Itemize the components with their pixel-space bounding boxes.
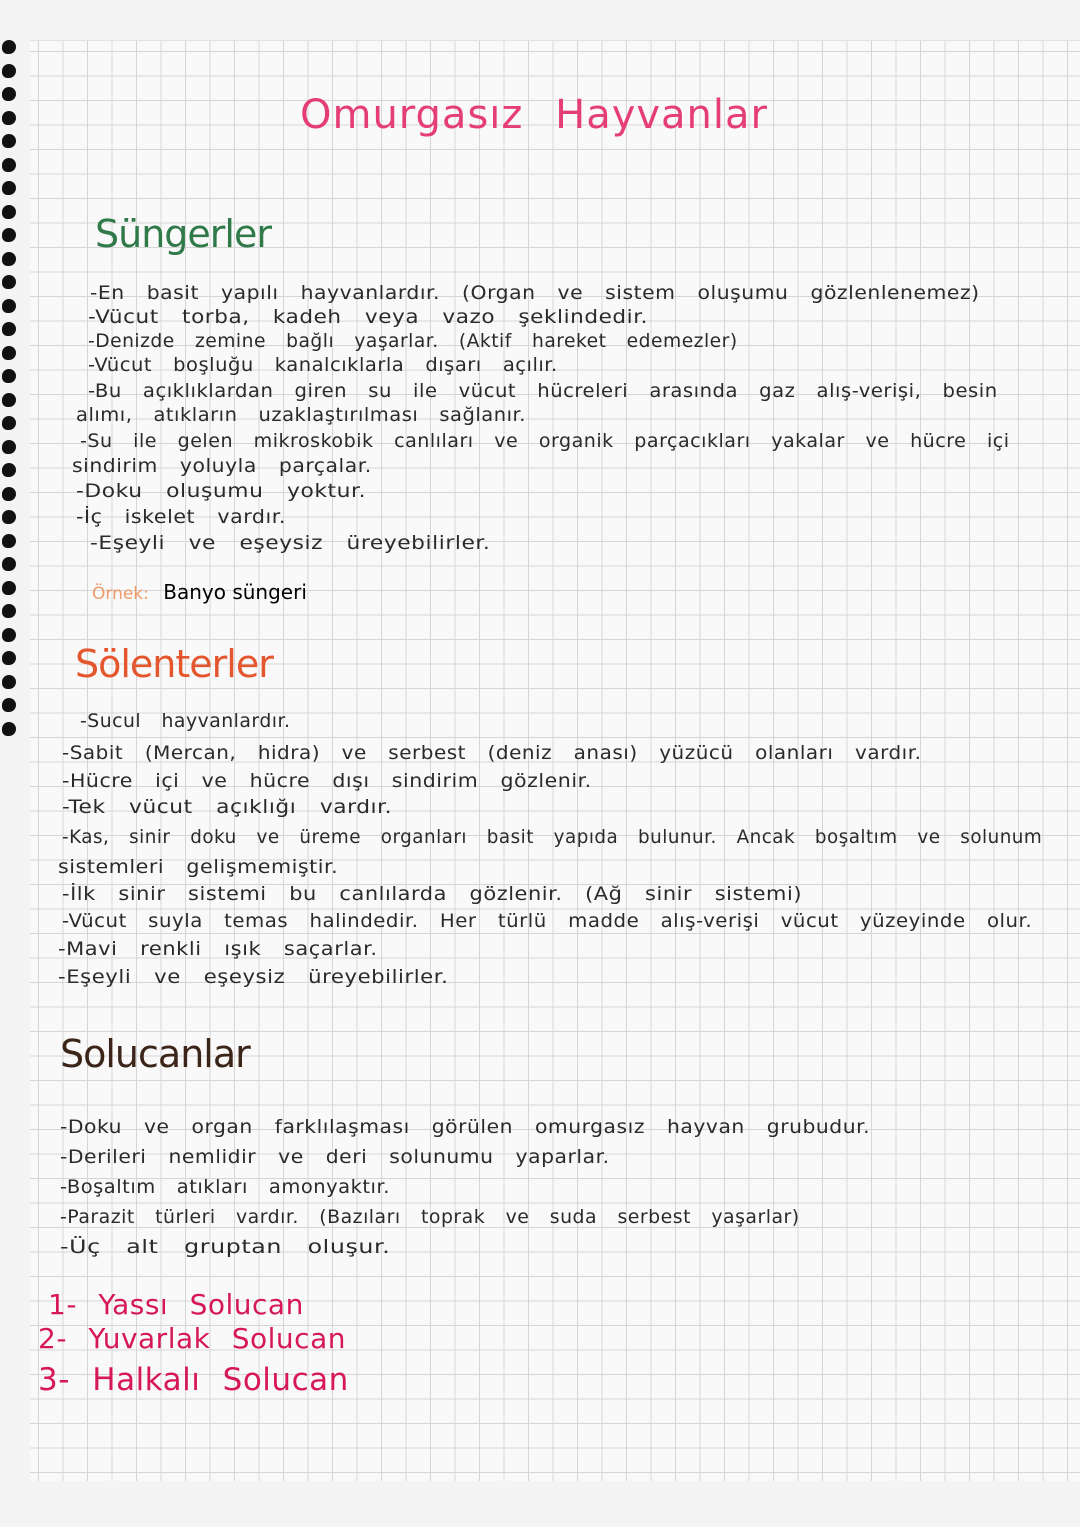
note-line: -Denizde zemine bağlı yaşarlar. (Aktif hareket edemezler) <box>88 330 738 352</box>
binding-hole <box>2 463 16 477</box>
binding-hole <box>2 346 16 360</box>
binding-hole <box>2 651 16 665</box>
binding-hole <box>2 322 16 336</box>
binding-hole <box>2 205 16 219</box>
note-line: -En basit yapılı hayvanlardır. (Organ ve sistem oluşumu gözlenlenemez) <box>90 282 980 304</box>
note-line: -Vücut torba, kadeh veya vazo şeklindedir. <box>88 306 649 328</box>
note-line: -Vücut boşluğu kanalcıklarla dışarı açılır. <box>88 354 558 376</box>
note-line: -Eşeyli ve eşeysiz üreyebilirler. <box>58 966 449 988</box>
binding-hole <box>2 228 16 242</box>
note-line: -Doku oluşumu yoktur. <box>76 480 367 502</box>
binding-hole <box>2 534 16 548</box>
binding-hole <box>2 440 16 454</box>
note-line: -Parazit türleri vardır. (Bazıları toprak ve suda serbest yaşarlar) <box>60 1206 800 1228</box>
binding-hole <box>2 369 16 383</box>
binding-hole <box>2 87 16 101</box>
spiral-binding <box>0 40 20 1040</box>
note-line: -İlk sinir sistemi bu canlılarda gözlenir. (Ağ sinir sistemi) <box>62 883 803 905</box>
binding-hole <box>2 487 16 501</box>
note-line: -Sabit (Mercan, hidra) ve serbest (deniz anası) yüzücü olanları vardır. <box>62 742 922 764</box>
binding-hole <box>2 722 16 736</box>
note-line: -Derileri nemlidir ve deri solunumu yaparlar. <box>60 1146 610 1168</box>
binding-hole <box>2 604 16 618</box>
example <box>92 580 307 604</box>
subgroup-item: 3- Halkalı Solucan <box>38 1362 349 1398</box>
note-line: -Hücre içi ve hücre dışı sindirim gözlenir. <box>62 770 592 792</box>
binding-hole <box>2 64 16 78</box>
binding-hole <box>2 252 16 266</box>
note-line: -İç iskelet vardır. <box>76 506 286 528</box>
example-label: Örnek: <box>92 584 149 604</box>
note-line: -Üç alt gruptan oluşur. <box>60 1236 391 1258</box>
heading-sungerler: Süngerler <box>95 212 271 256</box>
heading-solenterler: Sölenterler <box>75 642 273 686</box>
note-line: -Kas, sinir doku ve üreme organları basit yapıda bulunur. Ancak boşaltım ve solunum <box>62 826 1043 848</box>
note-line: sistemleri gelişmemiştir. <box>58 856 339 878</box>
heading-solucanlar: Solucanlar <box>60 1032 250 1076</box>
page-title: Omurgasız Hayvanlar <box>300 92 768 138</box>
note-line: -Eşeyli ve eşeysiz üreyebilirler. <box>90 532 491 554</box>
example-text: Banyo süngeri <box>163 580 307 604</box>
note-line: -Boşaltım atıkları amonyaktır. <box>60 1176 390 1198</box>
binding-hole <box>2 393 16 407</box>
subgroup-item: 1- Yassı Solucan <box>48 1288 304 1321</box>
note-line: -Mavi renkli ışık saçarlar. <box>58 938 378 960</box>
note-line: -Bu açıklıklardan giren su ile vücut hücreleri arasında gaz alış-verişi, besin <box>88 380 998 402</box>
note-line: alımı, atıkların uzaklaştırılması sağlanır. <box>76 404 526 426</box>
binding-hole <box>2 698 16 712</box>
binding-hole <box>2 181 16 195</box>
note-line: sindirim yoluyla parçalar. <box>72 455 372 477</box>
binding-hole <box>2 581 16 595</box>
binding-hole <box>2 299 16 313</box>
binding-hole <box>2 40 16 54</box>
binding-hole <box>2 158 16 172</box>
note-line: -Tek vücut açıklığı vardır. <box>62 796 393 818</box>
note-line: -Vücut suyla temas halindedir. Her türlü madde alış-verişi vücut yüzeyinde olur. <box>62 910 1033 932</box>
binding-hole <box>2 510 16 524</box>
note-line: -Sucul hayvanlardır. <box>80 710 291 732</box>
binding-hole <box>2 134 16 148</box>
binding-hole <box>2 628 16 642</box>
binding-hole <box>2 275 16 289</box>
note-line: -Su ile gelen mikroskobik canlıları ve organik parçacıkları yakalar ve hücre içi <box>80 430 1010 452</box>
binding-hole <box>2 416 16 430</box>
binding-hole <box>2 675 16 689</box>
subgroup-item: 2- Yuvarlak Solucan <box>38 1322 346 1355</box>
note-line: -Doku ve organ farklılaşması görülen omurgasız hayvan grubudur. <box>60 1116 871 1138</box>
binding-hole <box>2 557 16 571</box>
binding-hole <box>2 111 16 125</box>
